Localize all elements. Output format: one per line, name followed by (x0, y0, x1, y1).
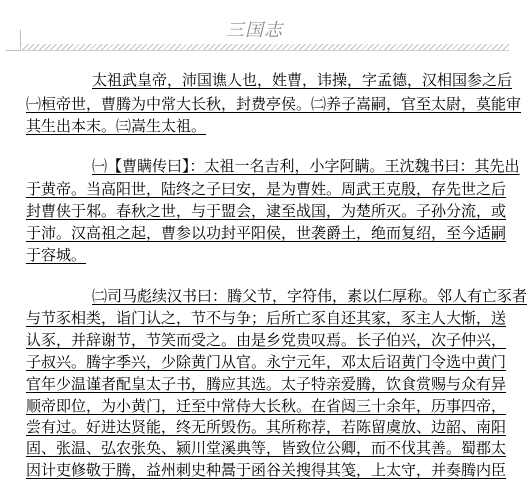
text-line: 与节豕相类，诣门认之，节不与争；后所亡豕自还其家，豕主人大惭，送 (26, 309, 507, 327)
text-line: ㈡司马彪续汉书曰：腾父节，字符伟，素以仁厚称。邻人有亡豕者 (92, 287, 527, 305)
text-line: 太祖武皇帝，沛国谯人也，姓曹，讳操，字孟德，汉相国参之后 (92, 71, 513, 89)
text-line: ㈠桓帝世，曹腾为中常大长秋，封费亭侯。㈡养子嵩嗣，官至太尉，莫能审 (26, 95, 522, 113)
text-line: 子叔兴。腾字季兴，少除黄门从官。永宁元年，邓太后诏黄门令选中黄门 (26, 353, 507, 371)
text-line: 封曹侠于邾。春秋之世，与于盟会，逮至战国，为楚所灭。子孙分流，或 (26, 202, 507, 220)
text-line: 其生出本末。㈢嵩生太祖。 (26, 117, 207, 135)
text-line: 于容城。 (26, 246, 87, 264)
text-line: 尝有过。好进达贤能，终无所毁伤。其所称荐，若陈留虞放、边韶、南阳 (26, 418, 507, 436)
text-line: ㈠【曹瞒传曰】：太祖一名吉利，小字阿瞒。王沈魏书曰：其先出 (92, 157, 520, 175)
header-title: 三国志 (226, 20, 283, 41)
text-line: 于沛。汉高祖之起，曹参以功封平阳侯，世袭爵土，绝而复绍，至今适嗣 (26, 224, 507, 242)
text-line: 因计吏修敬于腾，益州刺史种暠于函谷关搜得其笺，上太守，并奏腾内臣 (26, 461, 507, 479)
text-line: 顺帝即位，为小黄门，迁至中常侍大长秋。在省闼三十余年，历事四帝， (26, 397, 507, 415)
header-divider (22, 44, 509, 51)
text-line: 固、张温、弘农张奂、颍川堂溪典等，皆致位公卿，而不伐其善。蜀郡太 (26, 439, 507, 457)
text-line: 官年少温谨者配皇太子书，腾应其选。太子特亲爱腾，饮食赏赐与众有异 (26, 375, 507, 393)
text-line: 认豕，并辞谢节，节笑而受之。由是乡党贵叹焉。长子伯兴，次子仲兴， (26, 331, 507, 349)
text-line: 于黄帝。当高阳世，陆终之子曰安，是为曹姓。周武王克殷，存先世之后 (26, 180, 507, 198)
